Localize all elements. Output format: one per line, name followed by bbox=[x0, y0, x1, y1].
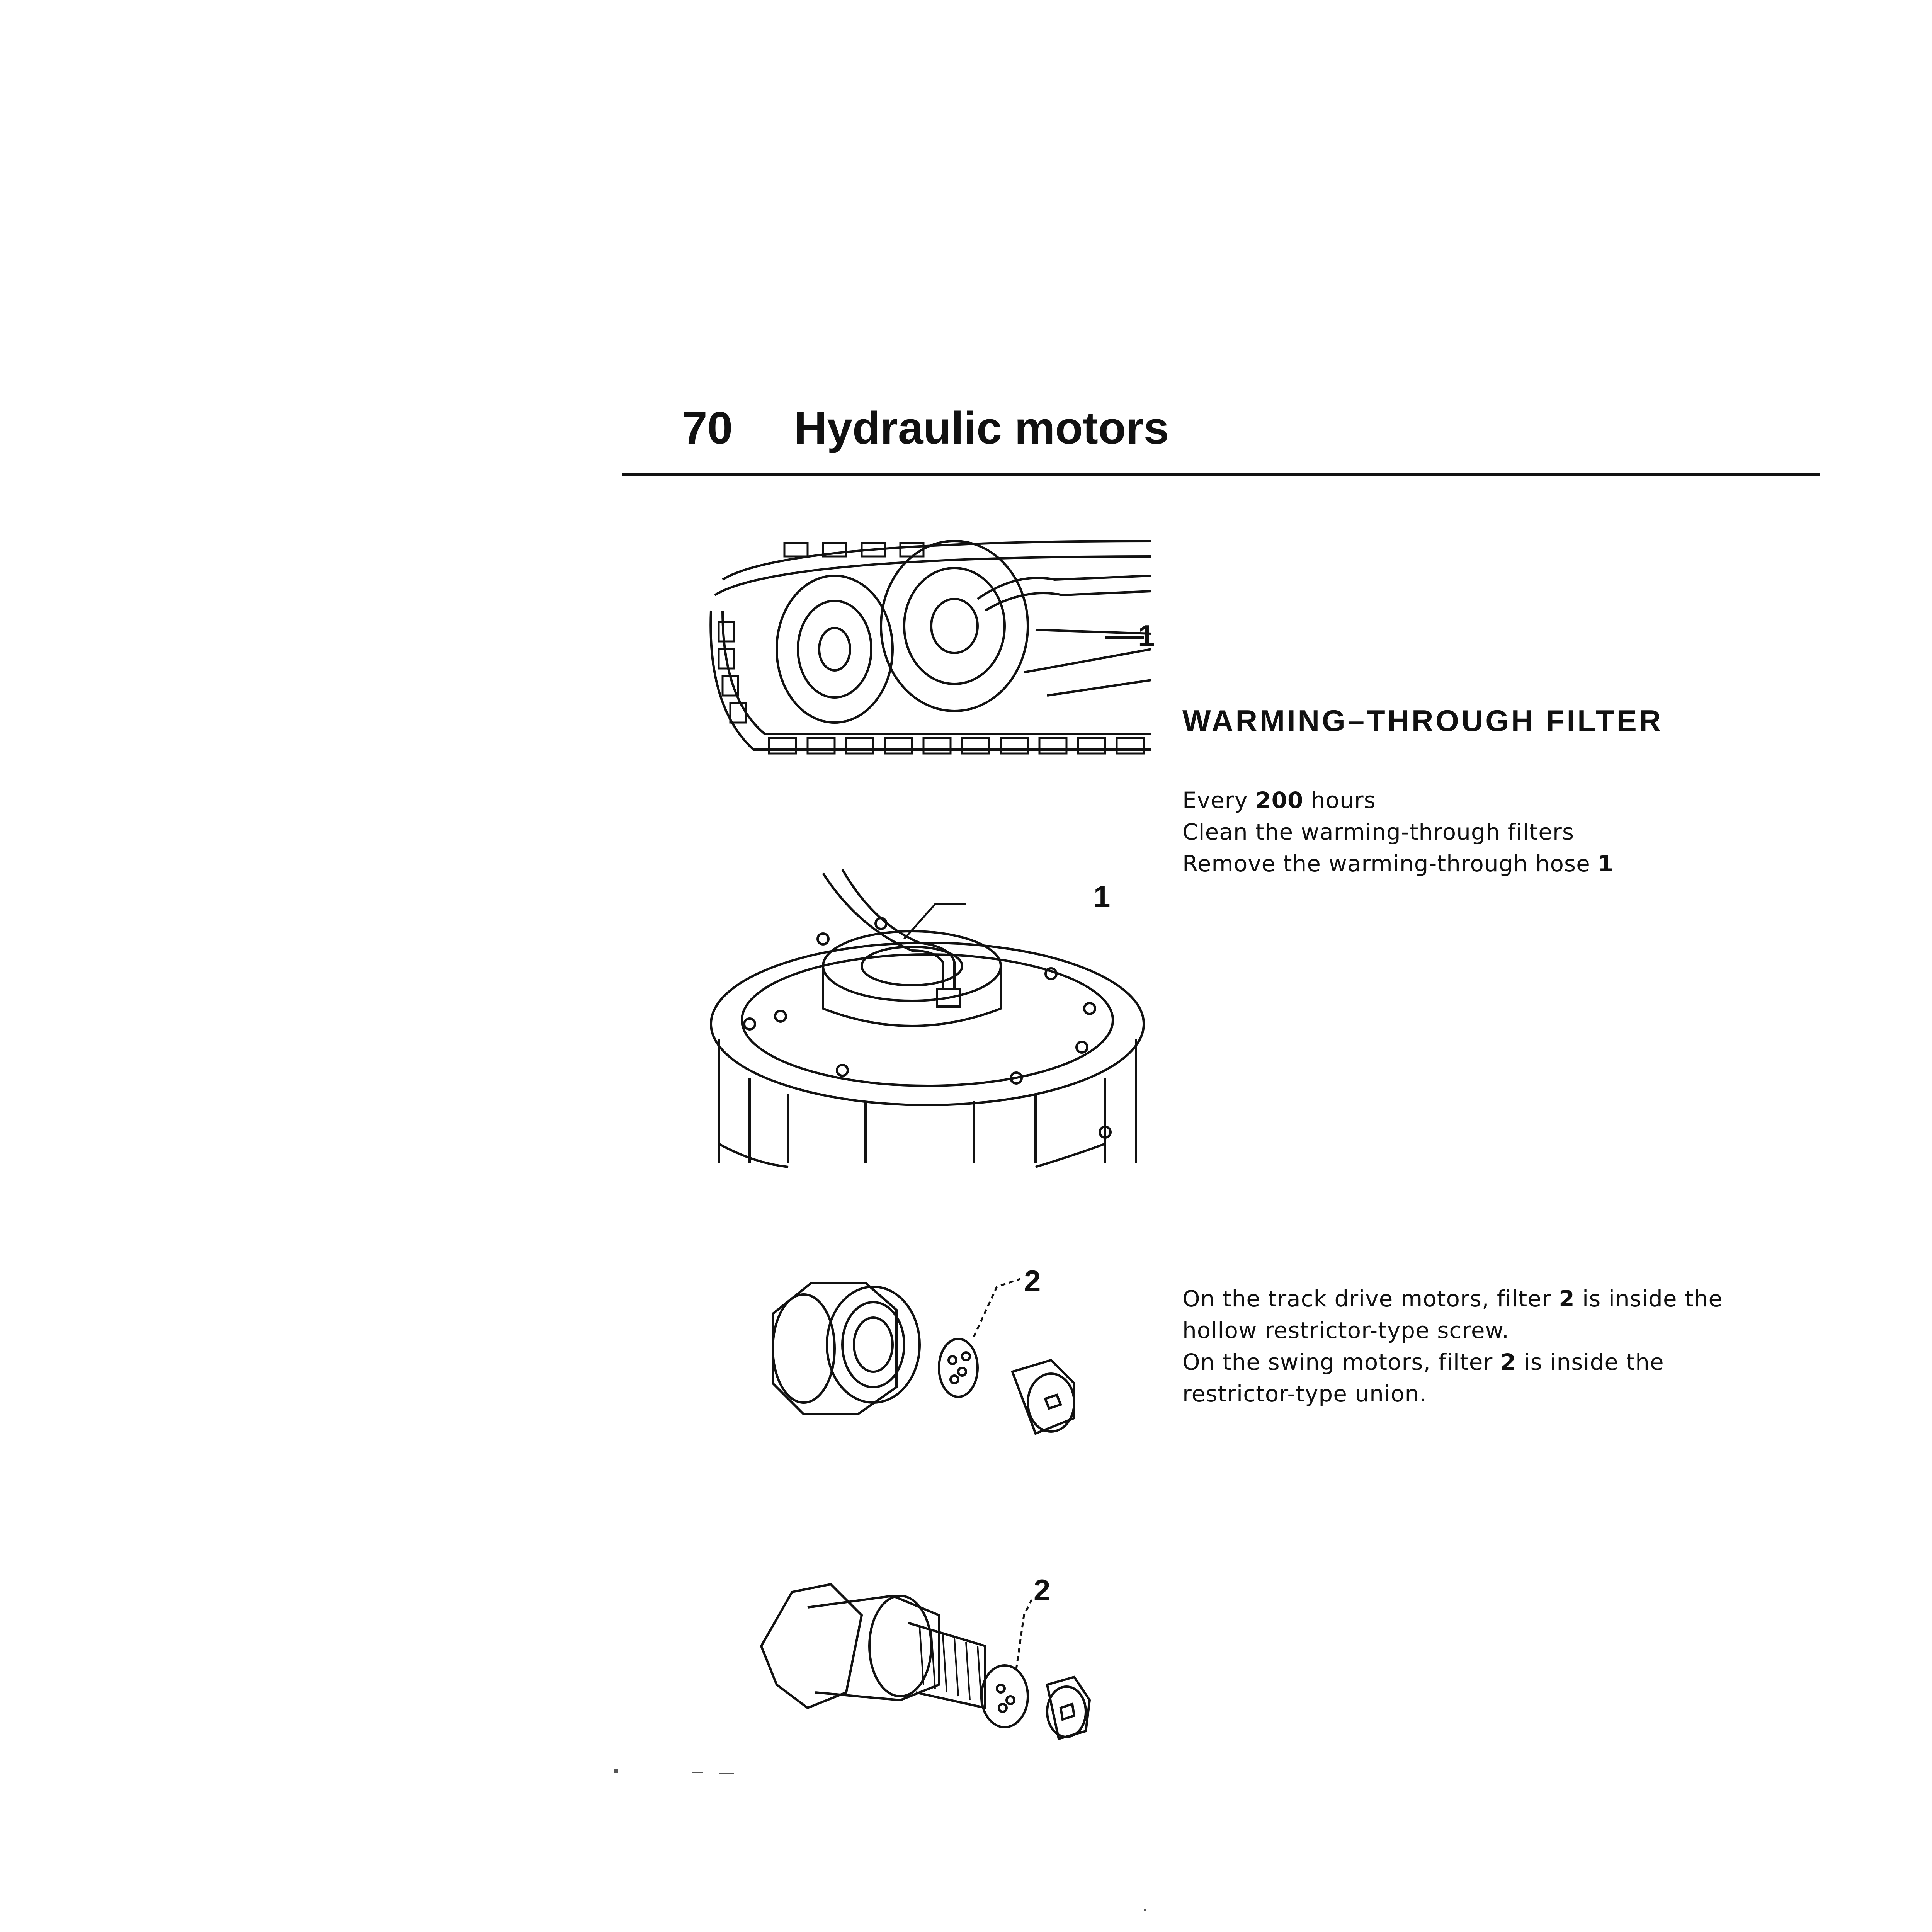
note-line-3-ref: 2 bbox=[1500, 1349, 1517, 1375]
note-line-1-suffix: is inside the bbox=[1582, 1286, 1723, 1312]
header-rule bbox=[622, 473, 1820, 476]
step-remove-hose-text: Remove the warming-through hose bbox=[1182, 850, 1590, 877]
interval-prefix: Every bbox=[1182, 787, 1248, 813]
note-line-3 bbox=[1182, 1346, 1723, 1378]
filter-location-note bbox=[1182, 1283, 1723, 1410]
note-line-3-suffix: is inside the bbox=[1524, 1349, 1664, 1375]
interval-value: 200 bbox=[1255, 787, 1304, 813]
note-line-1 bbox=[1182, 1283, 1723, 1315]
note-line-1-text: On the track drive motors, filter bbox=[1182, 1286, 1551, 1312]
restrictor-screw-filter-illustration bbox=[757, 1260, 1105, 1461]
interval-suffix: hours bbox=[1311, 787, 1376, 813]
scan-speck bbox=[1144, 1909, 1146, 1911]
callout-2-union: 2 bbox=[1034, 1573, 1051, 1607]
restrictor-union-filter-illustration bbox=[753, 1569, 1101, 1754]
step-remove-hose bbox=[1182, 848, 1614, 879]
chapter-number: 70 bbox=[682, 403, 733, 454]
swing-motor-illustration bbox=[696, 862, 1151, 1179]
callout-2-screw: 2 bbox=[1024, 1264, 1041, 1298]
step-clean-filters: Clean the warming-through filters bbox=[1182, 819, 1575, 845]
chapter-title: Hydraulic motors bbox=[794, 403, 1169, 454]
section-heading: WARMING–THROUGH FILTER bbox=[1182, 704, 1663, 738]
step-remove-hose-ref: 1 bbox=[1598, 850, 1614, 877]
note-line-2: hollow restrictor-type screw. bbox=[1182, 1317, 1510, 1344]
track-drive-motor-illustration bbox=[707, 533, 1155, 804]
scan-speck bbox=[692, 1772, 703, 1773]
scan-speck bbox=[614, 1769, 618, 1773]
callout-1-track: 1 bbox=[1138, 619, 1155, 653]
scan-speck bbox=[719, 1773, 734, 1774]
note-line-3-text: On the swing motors, filter bbox=[1182, 1349, 1493, 1375]
maintenance-instructions bbox=[1182, 784, 1614, 879]
callout-1-swing: 1 bbox=[1094, 879, 1111, 913]
note-line-1-ref: 2 bbox=[1559, 1286, 1575, 1312]
interval-line bbox=[1182, 784, 1614, 816]
note-line-4: restrictor-type union. bbox=[1182, 1381, 1427, 1407]
